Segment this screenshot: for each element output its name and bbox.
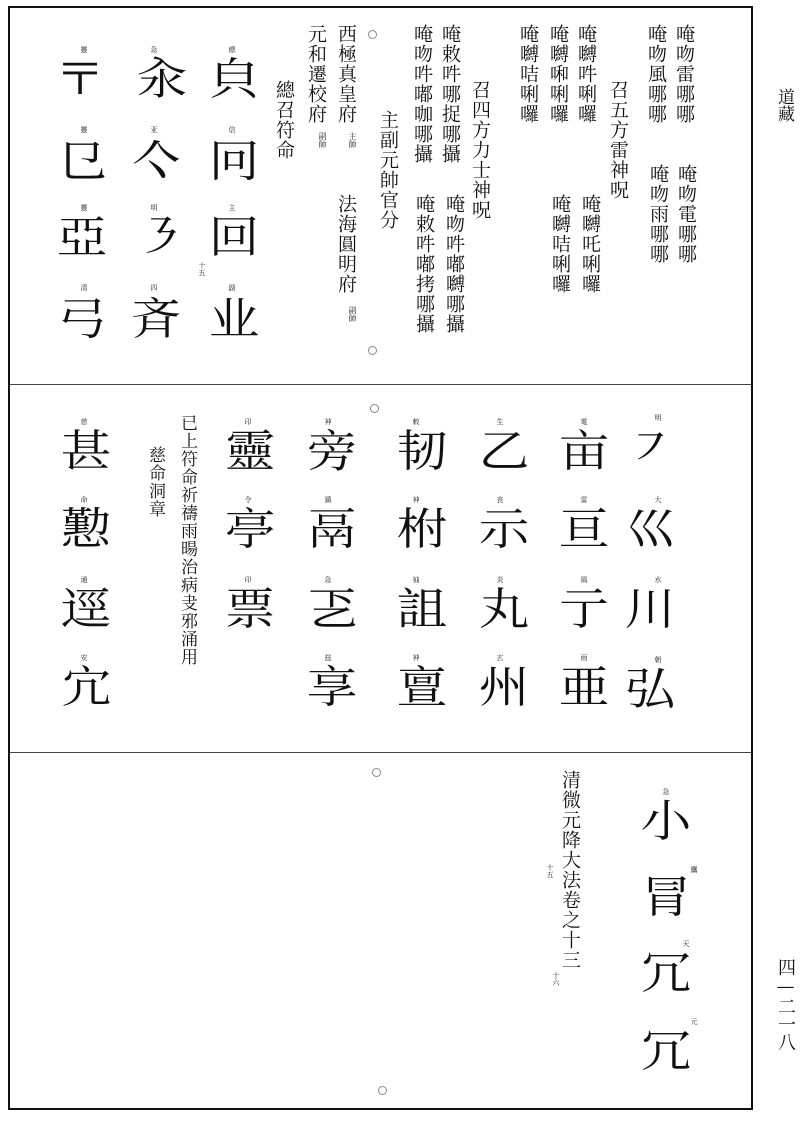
seal-glyph: 亜: [558, 662, 610, 713]
seal-glyph: 亘: [558, 504, 610, 555]
text-column: 元和遷校府: [305, 24, 327, 124]
seal-glyph: 㔾: [56, 136, 108, 187]
text-column: 唵吻吽嘟咖哪攝: [411, 24, 433, 164]
text-column: 唵嚩吒唎囉: [579, 194, 601, 294]
seal-label: 印: [244, 576, 252, 583]
binding-hole: [378, 1086, 387, 1095]
heading-column: 召五方雷神呪: [607, 80, 629, 200]
seal-glyph: 靈: [224, 426, 276, 477]
seal-label: 主: [228, 204, 236, 211]
seal-glyph: 冐: [640, 872, 692, 923]
text-column: 唵敕吽哪捉哪攝: [439, 24, 461, 164]
binding-hole: [368, 30, 377, 39]
seal-label: 神: [412, 496, 420, 503]
seal-label: 總: [228, 46, 236, 53]
seal-glyph: ㇋: [134, 212, 186, 263]
annotation: 副帥: [348, 306, 357, 322]
text-column: 唵吻風哪哪: [645, 24, 667, 124]
seal-glyph: ㇇: [624, 422, 676, 473]
seal-glyph: 柎: [396, 504, 448, 555]
seal-glyph: 弓: [56, 294, 108, 345]
seal-label: 炎: [496, 576, 504, 583]
seal-label: 朝: [654, 656, 662, 663]
seal-label: 雷: [580, 496, 588, 503]
text-column: 唵吻雨哪哪: [647, 164, 669, 264]
seal-glyph: 冗: [640, 1026, 692, 1077]
seal-glyph: 享: [306, 662, 358, 713]
seal-glyph: 逕: [60, 584, 112, 635]
seal-label: 四: [150, 284, 158, 291]
seal-glyph: 亭: [224, 504, 276, 555]
seal-label: 清: [80, 284, 88, 291]
text-column: 唵敕吽嘟拷哪攝: [413, 194, 435, 334]
seal-label: 急: [150, 46, 158, 53]
seal-label: 命: [80, 496, 88, 503]
seal-glyph: 㒵: [208, 54, 260, 105]
seal-label: 信: [228, 126, 236, 133]
seal-label: 敕: [412, 418, 420, 425]
annotation: 主帥: [348, 132, 357, 148]
seal-label: 鎮: [324, 496, 332, 503]
seal-label: 印: [244, 418, 252, 425]
seal-label: 安: [80, 654, 88, 661]
seal-glyph: 冋: [208, 136, 260, 187]
seal-glyph: 汆: [136, 54, 188, 105]
seal-glyph: 小: [640, 796, 692, 847]
seal-label: 電: [580, 418, 588, 425]
seal-label: 通: [80, 576, 88, 583]
text-column: 唵嚩咭唎囉: [517, 24, 539, 124]
heading-column: 召四方力士神呪: [469, 80, 491, 220]
text-column: 唵嚩咭唎囉: [549, 194, 571, 294]
seal-label: 玆: [324, 654, 332, 661]
seal-label: 神: [412, 654, 420, 661]
seal-glyph: 州: [478, 662, 530, 713]
seal-label: 雨: [580, 654, 588, 661]
heading-column: 主副元帥官分: [377, 110, 399, 230]
seal-glyph: 斉: [130, 294, 182, 345]
seal-glyph: 丸: [478, 584, 530, 635]
seal-label: 靈: [80, 46, 88, 53]
seal-label: 神: [324, 418, 332, 425]
seal-label: 靈: [80, 126, 88, 133]
seal-label: 水: [654, 576, 662, 583]
seal-label: 明: [150, 204, 158, 211]
seal-glyph: 甚: [60, 426, 112, 477]
seal-label: 玄: [496, 654, 504, 661]
seal-glyph: 亍: [558, 584, 610, 635]
annotation: 十五: [198, 262, 206, 276]
binding-hole: [370, 404, 379, 413]
seal-label: 生: [496, 418, 504, 425]
seal-glyph: 亶: [396, 662, 448, 713]
seal-glyph: 亽: [130, 136, 182, 187]
seal-label: 鷹: [690, 866, 698, 873]
seal-glyph: 懃: [60, 504, 112, 555]
seal-glyph: 乤: [306, 584, 358, 635]
text-column: 唵吻雷哪哪: [673, 24, 695, 124]
seal-label: 袖: [412, 576, 420, 583]
seal-label: 令: [244, 496, 252, 503]
seal-glyph: 弘: [624, 664, 676, 715]
seal-label: 風: [580, 576, 588, 583]
page-number: 四—二一八: [775, 958, 796, 1051]
heading-column: 總召符命: [273, 80, 295, 160]
seal-glyph: 巛: [624, 504, 676, 555]
section-divider-top: [10, 384, 751, 385]
text-column: 西極真皇府: [335, 24, 357, 124]
seal-label: 丧: [496, 496, 504, 503]
seal-label: 明: [654, 414, 662, 421]
seal-glyph: 〒: [54, 54, 106, 105]
seal-glyph: 回: [208, 212, 260, 263]
seal-glyph: 亩: [558, 426, 610, 477]
text-column: 唵吻吽嘟嚩哪攝: [443, 194, 465, 334]
section-divider-bottom: [10, 752, 751, 753]
text-column: 唵嚩吽唎囉: [575, 24, 597, 124]
seal-glyph: 示: [478, 504, 530, 555]
seal-glyph: 詛: [396, 584, 448, 635]
seal-label: 亚: [150, 126, 158, 133]
binding-hole: [368, 346, 377, 355]
annotation: 副帥: [318, 132, 327, 148]
annotation: 十五: [546, 864, 554, 878]
annotation: 十六: [552, 972, 560, 986]
seal-label: 靈: [80, 204, 88, 211]
text-column: 唵嚩啝唎囉: [547, 24, 569, 124]
seal-label: 元: [690, 1018, 698, 1025]
seal-glyph: 业: [208, 294, 260, 345]
text-column: 唵吻電哪哪: [675, 164, 697, 264]
note-column: 已上符命祈禱雨暘治病叏邪涌用: [177, 414, 197, 666]
seal-label: 大: [654, 496, 662, 503]
seal-label: 副: [228, 284, 236, 291]
seal-glyph: 旁: [306, 426, 358, 477]
seal-label: 急: [662, 788, 670, 795]
seal-glyph: 冗: [640, 948, 692, 999]
seal-glyph: 韧: [396, 426, 448, 477]
text-column: 法海圓明府: [335, 194, 357, 294]
seal-glyph: 宂: [60, 662, 112, 713]
seal-label: 急: [324, 576, 332, 583]
seal-label: 慈: [80, 418, 88, 425]
seal-glyph: 票: [224, 584, 276, 635]
seal-glyph: 鬲: [306, 504, 358, 555]
volume-title: 清微元降大法卷之十三: [559, 770, 581, 970]
collection-mark: 道藏: [774, 88, 794, 122]
seal-label: 天: [682, 940, 690, 947]
note-column: 慈命洞章: [145, 446, 165, 518]
binding-hole: [372, 768, 381, 777]
seal-glyph: 川: [624, 584, 676, 635]
seal-glyph: 亞: [56, 212, 108, 263]
seal-glyph: 乙: [478, 426, 530, 477]
